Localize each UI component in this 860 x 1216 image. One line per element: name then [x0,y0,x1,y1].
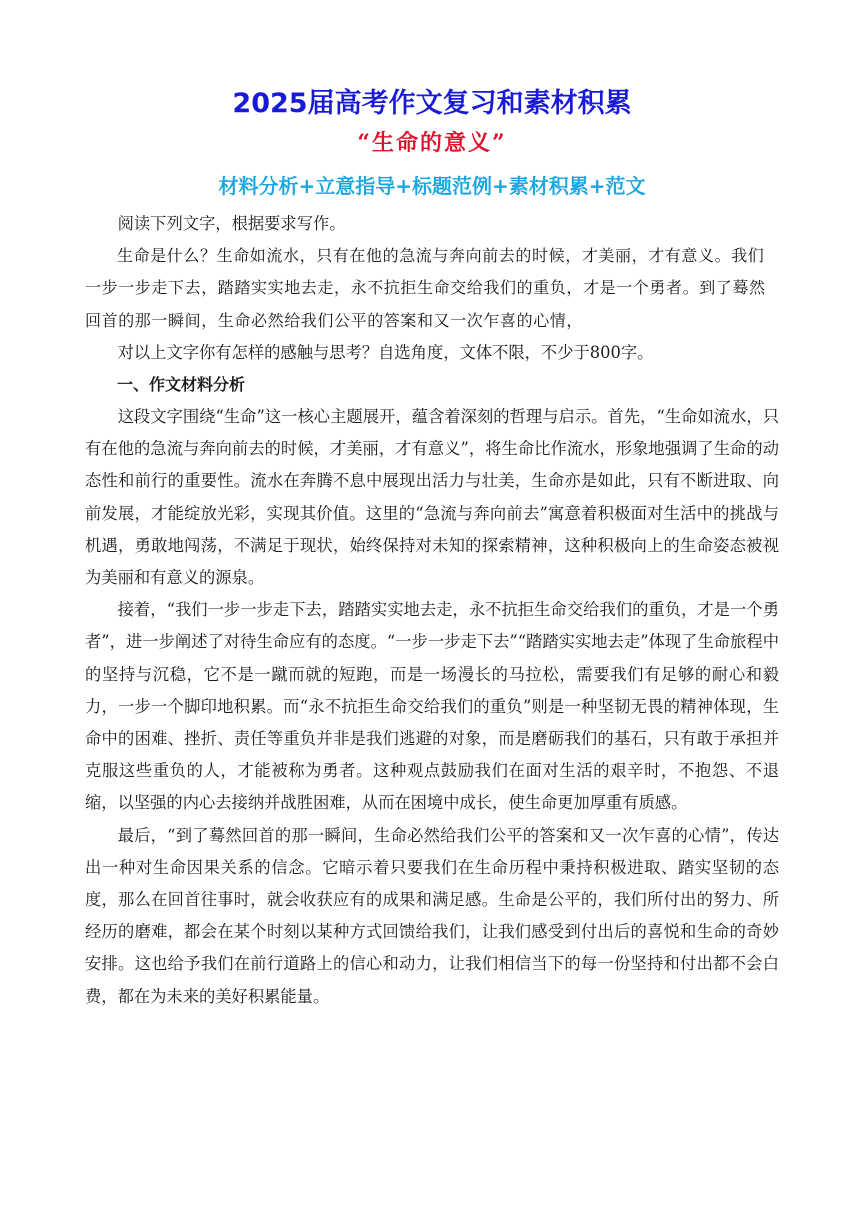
requirement-text: 对以上文字你有怎样的感触与思考？自选角度，文体不限，不少于800字。 [117,342,654,362]
analysis-paragraph-1: 这段文字围绕“生命”这一核心主题展开，蕴含着深刻的哲理与启示。首先，“生命如流水，只有在他的急流与奔向前去的时候，才美丽，才有意义”，将生命比作流水，形象地强调了生命的动态性和前行的重要性。流水在奔腾不息中展现出活力与壮美，生命亦是如此，只有不断进取、向前发展，才能绽放光彩，实现其价值。这里的“急流与奔向前去”寓意着积极面对生活中的挑战与机遇，勇敢地闯荡，不满足于现状，始终保持对未知的探索精神，这种积极向上的生命姿态被视为美丽和有意义的源泉。 [85,407,779,588]
title-text: 届高考作文复习和素材积累 [307,88,632,119]
section-heading: 一、作文材料分析 [117,375,246,395]
analysis-paragraph-2: 接着，“我们一步一步走下去，踏踏实实地去走，永不抗拒生命交给我们的重负，才是一个勇者”，进一步阐述了对待生命应有的态度。“一步一步走下去”“踏踏实实地去走”体现了生命旅程中的坚持与沉稳，它不是一蹴而就的短跑，而是一场漫长的马拉松，需要我们有足够的耐心和毅力，一步一个脚印地积累。而“永不抗拒生命交给我们的重负”则是一种坚韧无畏的精神体现，生命中的困难、挫折、责任等重负并非是我们逃避的对象，而是磨砺我们的基石，只有敢于承担并克服这些重负的人，才能被称为勇者。这种观点鼓励我们在面对生活的艰辛时，不抱怨、不退缩，以坚强的内心去接纳并战胜困难，从而在困境中成长，使生命更加厚重有质感。 [85,600,779,813]
document-title [85,86,779,122]
prompt-text: 生命是什么？生命如流水，只有在他的急流与奔向前去的时候，才美丽，才有意义。我们一步一步走下去，踏踏实实地去走，永不抗拒生命交给我们的重负，才是一个勇者。到了蓦然回首的那一瞬间，生命必然给我们公平的答案和又一次乍喜的心情， [85,246,766,330]
document-subtitle: “生命的意义” [357,130,507,156]
title-year: 2025 [232,88,308,119]
analysis-paragraph-3: 最后，“到了蓦然回首的那一瞬间，生命必然给我们公平的答案和又一次乍喜的心情”，传达出一种对生命因果关系的信念。它暗示着只要我们在生命历程中秉持积极进取、踏实坚韧的态度，那么在回首往事时，就会收获应有的成果和满足感。生命是公平的，我们所付出的努力、所经历的磨难，都会在某个时刻以某种方式回馈给我们，让我们感受到付出后的喜悦和生命的奇妙安排。这也给予我们在前行道路上的信心和动力，让我们相信当下的每一份坚持和付出都不会白费，都在为未来的美好积累能量。 [85,825,779,1006]
document-page [85,78,779,1013]
instruction-text: 阅读下列文字，根据要求写作。 [117,214,346,233]
sections-line: 材料分析+立意指导+标题范例+素材积累+范文 [218,174,646,198]
